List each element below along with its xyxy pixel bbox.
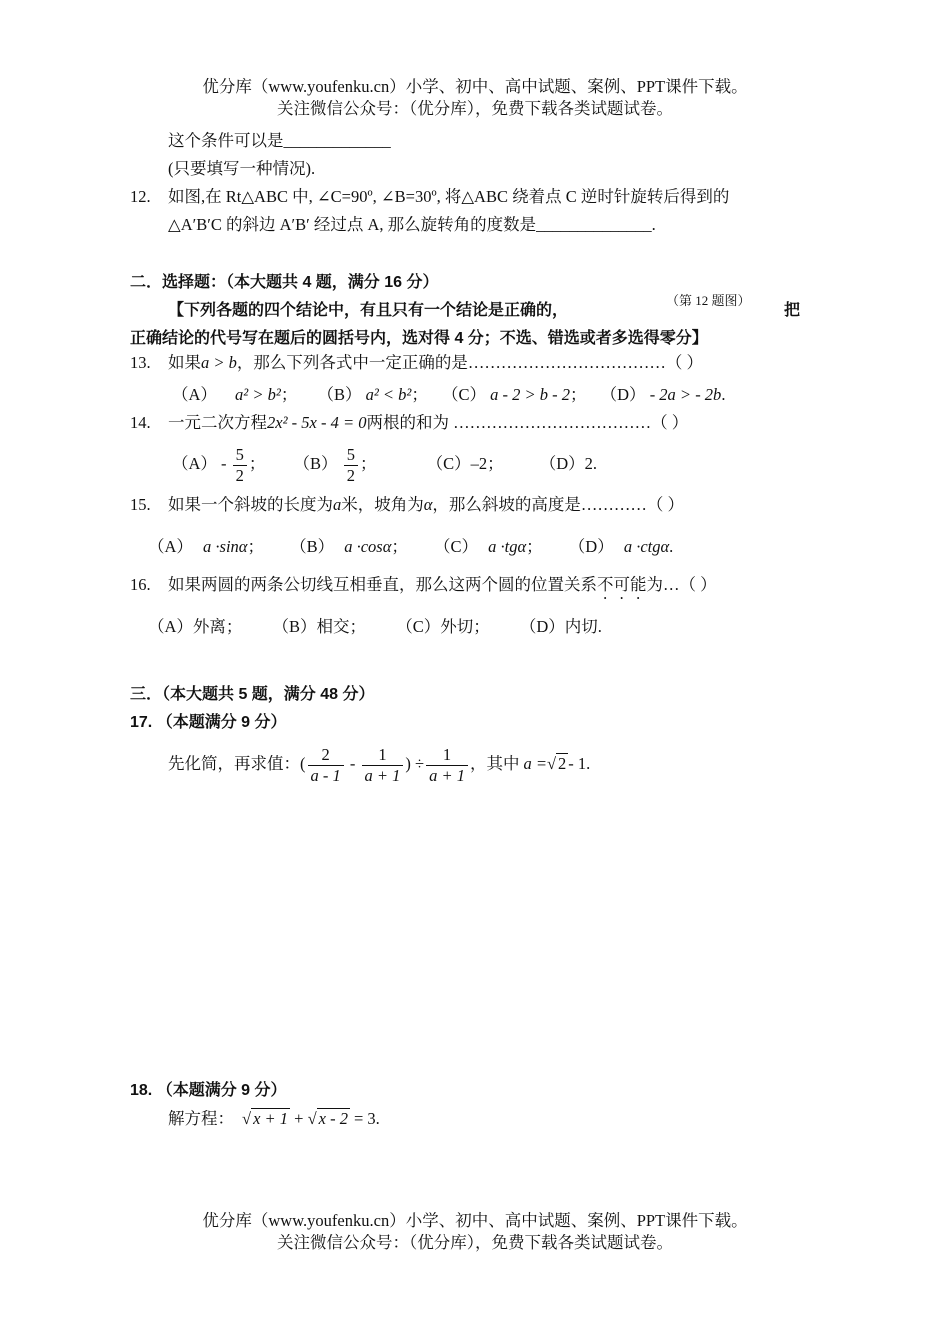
q18-title: 18. （本题满分 9 分） [130, 1082, 287, 1099]
q16-option-c: （C）外切； [396, 617, 490, 636]
q16-stem-b: 为…（ ） [646, 575, 717, 594]
q17-fraction-1 [308, 745, 344, 786]
q14-option-b-fraction [344, 445, 358, 486]
q11-blank-line: 这个条件可以是_____________ [168, 131, 391, 150]
section-2-title: 二．选择题：（本大题共 4 题，满分 16 分） [130, 274, 439, 291]
q17-stem: 先化简，再求值： [168, 754, 300, 773]
q13-stem-b: ，那么下列各式中一定正确的是………………………………（ ） [236, 353, 704, 372]
q17-fraction-1-denominator: a - 1 [310, 765, 341, 785]
q13-option-a-label: （A） [172, 385, 217, 404]
q15-stem-c: ，那么斜坡的高度是…………（ ） [432, 495, 685, 514]
q17-fraction-3 [426, 745, 468, 786]
q13-condition: a > b [201, 353, 237, 372]
q16-option-a: （A）外离； [148, 617, 243, 636]
header-line-2: 关注微信公众号：（优分库），免费下载各类试题试卷。 [277, 99, 673, 118]
footer-line-2: 关注微信公众号：（优分库），免费下载各类试题试卷。 [277, 1233, 673, 1252]
q15-number: 15. [130, 495, 151, 514]
q17-value-a: a = [523, 754, 547, 773]
q13-option-d-label: （D） [600, 385, 646, 404]
q13-option-c-label: （C） [442, 385, 487, 404]
q12-figure-caption: （第 12 题图） [666, 293, 751, 308]
q17-fraction-3-denominator: a + 1 [429, 765, 465, 785]
q11-note: (只要填写一种情况). [168, 159, 316, 178]
q13-option-a: a² > b² [235, 385, 281, 404]
q15-stem-b: 米，坡角为 [341, 495, 424, 514]
q13-option-c: a - 2 > b - 2 [490, 385, 571, 404]
q17-fraction-1-numerator: 2 [308, 745, 344, 766]
q17-sqrt-radicand: 2 [558, 754, 567, 773]
q14-option-a-numerator: 5 [233, 445, 247, 466]
q14-option-a-denominator: 2 [235, 465, 244, 485]
q14-option-b-numerator: 5 [344, 445, 358, 466]
q15-option-b-label: （B） [290, 537, 335, 556]
q16-option-d: （D）内切. [519, 617, 602, 636]
section-2-instruction-1: 【下列各题的四个结论中，有且只有一个结论是正确的， [168, 302, 569, 319]
q17-fraction-2-numerator: 1 [362, 745, 404, 766]
q18-stem: 解方程： [168, 1109, 234, 1128]
q13-stem [168, 352, 703, 374]
section-2-instruction-1-tail: 把 [784, 302, 801, 319]
q15-option-d: a ·ctgα [623, 537, 670, 556]
q16-emphasis: 不可能 [597, 575, 647, 594]
q14-options: （A） - $\frac{5}{2}$ ； （B） $\frac{5}{2}$ ； （C）–2； （D）2. [172, 444, 597, 485]
q15-option-a: a ·sinα [203, 537, 248, 556]
q13-end: . [721, 385, 726, 404]
q18-rhs: = 3 [353, 1109, 376, 1128]
q15-stem [168, 494, 684, 516]
q13-option-b-label: （B） [317, 385, 362, 404]
section-3-title: 三．（本大题共 5 题，满分 48 分） [130, 686, 375, 703]
q14-option-c: （C）–2； [426, 454, 504, 473]
q14-option-a-fraction [233, 445, 247, 486]
q18-equation: 解方程： √ x + 1 + √ x - 2 = 3. [168, 1109, 380, 1128]
q16-stem [168, 574, 717, 603]
q14-option-b-denominator: 2 [346, 465, 355, 485]
q14-stem-a: 一元二次方程 [168, 413, 267, 432]
q14-option-b-label: （B） [293, 454, 338, 473]
q14-stem-b: 两根的和为 ………………………………（ ） [366, 413, 689, 432]
q17-title: 17. （本题满分 9 分） [130, 714, 287, 731]
q12-number: 12. [130, 187, 151, 206]
q15-option-c: a ·tgα [488, 537, 527, 556]
q14-option-d: （D）2. [539, 454, 597, 473]
q13-option-d: - 2a > - 2b [649, 385, 722, 404]
q17-fraction-2-denominator: a + 1 [364, 765, 401, 785]
q15-var-alpha: α [423, 495, 433, 514]
q12-line-1: 如图,在 Rt△ABC 中, ∠C=90º, ∠B=30º, 将△ABC 绕着点 C 逆时针旋转后得到的 [168, 187, 730, 206]
q13-number: 13. [130, 353, 151, 372]
q18-sqrt-1-radicand: x + 1 [253, 1109, 289, 1128]
q17-expression: 先化简，再求值：( $\frac{2}{a - 1}$ - $\frac{1}{a + 1}$ ) ÷ $\frac{1}{a + 1}$ ，其中 a =√ 2 - 1. [168, 742, 590, 786]
q15-option-c-label: （C） [434, 537, 479, 556]
q15-option-b: a ·cosα [344, 537, 392, 556]
q17-sqrt: √ 2 [546, 754, 567, 773]
q18-sqrt-2: √ x - 2 [307, 1109, 348, 1128]
q16-number: 16. [130, 575, 151, 594]
q15-option-a-label: （A） [148, 537, 193, 556]
q13-options: （A） a² > b²； （B） a² < b²； （C） a - 2 > b - 2； （D） - 2a > - 2b. [172, 385, 726, 404]
footer-line-1: 优分库（www.youfenku.cn）小学、初中、高中试题、案例、PPT课件下载。 [202, 1211, 748, 1230]
q18-sqrt-1: √ x + 1 [242, 1109, 289, 1128]
q14-stem [168, 412, 688, 434]
q18-sqrt-2-radicand: x - 2 [318, 1109, 348, 1128]
q17-where: ，其中 [469, 754, 520, 773]
q15-stem-a: 如果一个斜坡的长度为 [168, 495, 333, 514]
q15-options: （A） a ·sinα； （B） a ·cosα； （C） a ·tgα； （D） a ·ctgα. [148, 537, 674, 556]
q15-var-a: a [333, 495, 342, 514]
q15-option-d-label: （D） [568, 537, 614, 556]
q17-value-b: - 1 [568, 754, 587, 773]
q14-number: 14. [130, 413, 151, 432]
q17-fraction-3-numerator: 1 [426, 745, 468, 766]
q17-fraction-2 [362, 745, 404, 786]
q14-option-a-sign: - [221, 454, 227, 473]
q16-stem-a: 如果两圆的两条公切线互相垂直，那么这两个圆的位置关系 [168, 575, 597, 594]
q12-line-2: △A′B′C 的斜边 A′B′ 经过点 A, 那么旋转角的度数是______________. [168, 215, 656, 234]
q16-options [148, 616, 602, 638]
q14-option-a-label: （A） [172, 454, 217, 473]
q13-stem-a: 如果 [168, 353, 201, 372]
q13-option-b: a² < b² [365, 385, 412, 404]
q14-equation: 2x² - 5x - 4 = 0 [267, 413, 367, 432]
header-line-1: 优分库（www.youfenku.cn）小学、初中、高中试题、案例、PPT课件下载。 [202, 77, 748, 96]
section-2-instruction-2: 正确结论的代号写在题后的圆括号内，选对得 4 分；不选、错选或者多选得零分】 [130, 330, 708, 347]
q16-option-b: （B）相交； [272, 617, 367, 636]
